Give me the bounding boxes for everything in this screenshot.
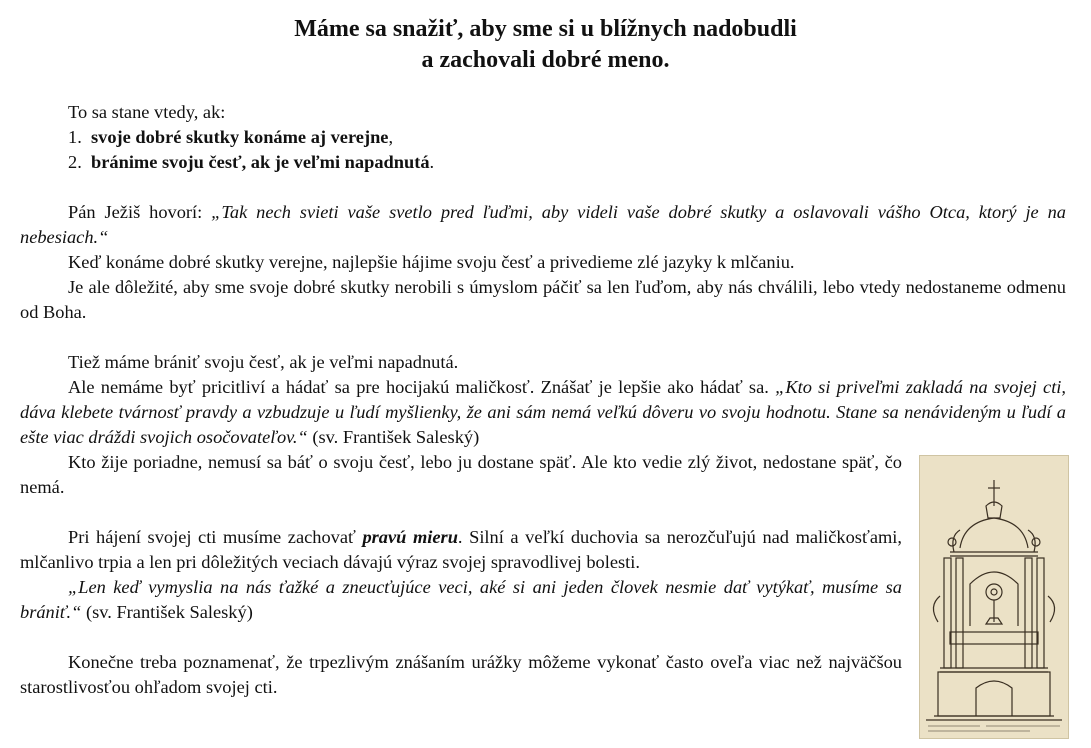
paragraph: Je ale dôležité, aby sme svoje dobré skutky nerobili s úmyslom páčiť sa len ľuďom, aby nás chválili, lebo vtedy nedostaneme odmenu od Boha. — [20, 277, 1066, 322]
paragraph-text: Pri hájení svojej cti musíme zachovať — [68, 527, 363, 547]
text-beside-figure — [20, 450, 902, 700]
paragraph: Konečne treba poznamenať, že trpezlivým znášaním urážky môžeme vykonať často oveľa viac než najväčšou starostlivosťou ohľadom svojej cti. — [20, 652, 902, 697]
document-body — [20, 100, 1066, 700]
document-title — [0, 14, 1091, 76]
title-line-2: a zachovali dobré meno. — [421, 47, 670, 73]
paragraph-text: . Silní a veľkí duchovia sa nerozčuľujú nad maličkosťami, mlčanlivo trpia a len pri dôležitých veciach dávajú výraz svojej spravodlivej bolesti. — [20, 527, 902, 572]
paragraph-jesus-quote — [20, 200, 1066, 250]
paragraph-saint-quote — [20, 375, 1066, 450]
quote-source: (sv. František Saleský) — [307, 427, 480, 447]
saint-quote: „Kto si priveľmi zakladá na svojej cti, dáva klebete tvárnosť pravdy a vzbudzuje u ľudí myšlienky, že ani sám nemá veľkú dôveru vo svoju hodnotu. Stane sa nenávideným u ľudí a ešte viac dráždi svojich osočovateľov.“ — [20, 377, 1067, 447]
title-line-1: Máme sa snažiť, aby sme si u blížnych nadobudli — [294, 16, 797, 42]
emphasis-text: pravú mieru — [362, 527, 458, 547]
paragraph: Keď konáme dobré skutky verejne, najlepšie hájime svoju česť a privedieme zlé jazyky k mlčaniu. — [68, 252, 795, 272]
paragraph-saint-quote-2 — [20, 575, 902, 625]
list-item — [68, 150, 1066, 175]
saint-quote: „Len keď vymyslia na nás ťažké a zneucťujúce veci, aké si ani jeden človek nesmie dať vytýkať, musíme sa brániť.“ — [20, 577, 902, 622]
list-number: 1. — [68, 127, 82, 147]
paragraph-text: Ale nemáme byť pricitliví a hádať sa pre hocijakú maličkosť. Znášať je lepšie ako hádať sa. — [68, 377, 776, 397]
list-item-text: bránime svoju česť, ak je veľmi napadnutá — [91, 152, 430, 172]
paragraph: Kto žije poriadne, nemusí sa báť o svoju česť, lebo ju dostane späť. Ale kto vedie zlý život, nedostane späť, čo nemá. — [20, 452, 902, 497]
altar-engraving-image — [919, 455, 1069, 739]
list-item-text: svoje dobré skutky konáme aj verejne — [91, 127, 389, 147]
paragraph: Tiež máme brániť svoju česť, ak je veľmi napadnutá. — [68, 352, 459, 372]
intro-text: To sa stane vtedy, ak: — [68, 102, 226, 122]
baroque-altar-engraving-icon — [920, 456, 1068, 738]
list-item-end: , — [388, 127, 394, 147]
list-item-end: . — [429, 152, 435, 172]
list-item — [68, 125, 1066, 150]
bible-quote: „Tak nech svieti vaše svetlo pred ľuďmi, aby videli vaše dobré skutky a oslavovali vášho Otca, ktorý je na nebesiach.“ — [20, 202, 1066, 247]
quote-source: (sv. František Saleský) — [81, 602, 253, 622]
list-number: 2. — [68, 152, 82, 172]
paragraph-true-measure — [20, 525, 902, 575]
paragraph-text: Pán Ježiš hovorí: — [68, 202, 212, 222]
